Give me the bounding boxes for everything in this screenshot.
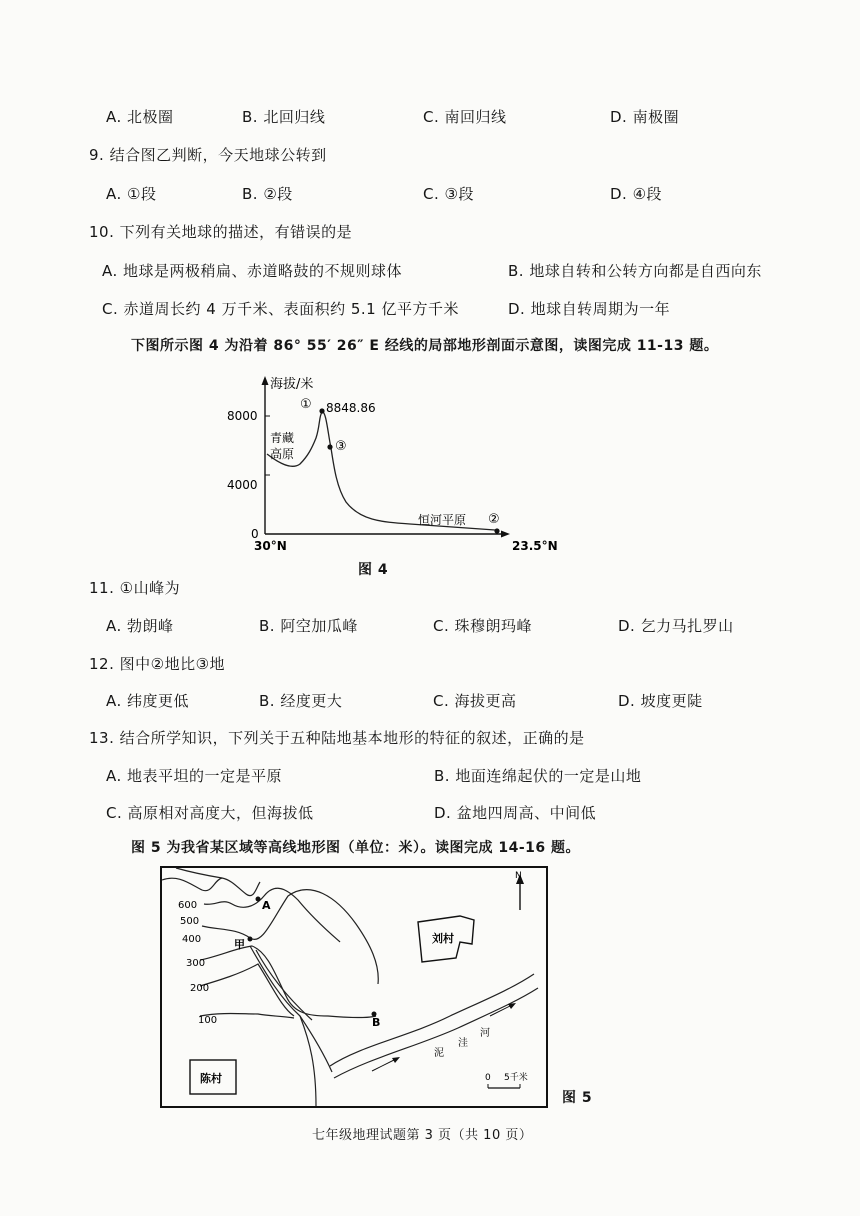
q13-option-a: A. 地表平坦的一定是平原 xyxy=(106,767,283,785)
q8-option-d: D. 南极圈 xyxy=(610,108,680,126)
x-label-left: 30°N xyxy=(254,539,287,553)
river-label-3: 河 xyxy=(480,1028,490,1039)
figure-5-contour-map xyxy=(160,866,550,1110)
peak-point xyxy=(319,408,324,413)
river-bank-upper xyxy=(330,974,534,1066)
q9-option-c: C. ③段 xyxy=(423,185,474,203)
point-a xyxy=(256,897,261,902)
q8-option-c: C. 南回归线 xyxy=(423,108,507,126)
contour-label-600: 600 xyxy=(178,900,198,911)
q13-option-c: C. 高原相对高度大，但海拔低 xyxy=(106,804,314,822)
contour-label-300: 300 xyxy=(186,958,206,969)
y-tick-8000: 8000 xyxy=(227,409,258,423)
plain-label: 恒河平原 xyxy=(418,513,467,527)
point-a-label: A xyxy=(262,899,271,912)
q9-stem: 9. 结合图乙判断，今天地球公转到 xyxy=(89,146,327,164)
y-tick-4000: 4000 xyxy=(227,478,258,492)
point-b-label: B xyxy=(372,1016,381,1029)
contour-label-400: 400 xyxy=(182,934,202,945)
q13-option-b: B. 地面连绵起伏的一定是山地 xyxy=(434,767,642,785)
tributary-branch xyxy=(300,1016,316,1106)
x-label-right: 23.5°N xyxy=(512,539,558,553)
q10-stem: 10. 下列有关地球的描述，有错误的是 xyxy=(89,223,353,241)
q12-option-d: D. 坡度更陡 xyxy=(618,692,703,710)
tributary xyxy=(250,946,332,1072)
q8-option-a: A. 北极圈 xyxy=(106,108,174,126)
tributary-2 xyxy=(256,950,312,1020)
contour-300 xyxy=(200,946,376,1018)
q11-stem: 11. ①山峰为 xyxy=(89,579,181,597)
q12-option-a: A. 纬度更低 xyxy=(106,692,190,710)
point-2 xyxy=(494,528,499,533)
marker-3: ③ xyxy=(335,439,347,454)
q10-option-a: A. 地球是两极稍扁、赤道略鼓的不规则球体 xyxy=(102,262,403,280)
plateau-label-line2: 高原 xyxy=(270,447,295,461)
q8-option-b: B. 北回归线 xyxy=(242,108,326,126)
q10-option-d: D. 地球自转周期为一年 xyxy=(508,300,671,318)
q12-option-c: C. 海拔更高 xyxy=(433,692,517,710)
q9-option-d: D. ④段 xyxy=(610,185,663,203)
village-chen-label: 陈村 xyxy=(200,1072,222,1085)
marker-2: ② xyxy=(488,512,500,527)
q10-option-c: C. 赤道周长约 4 万千米、表面积约 5.1 亿平方千米 xyxy=(102,300,459,318)
q9-option-a: A. ①段 xyxy=(106,185,157,203)
river-label-1: 泥 xyxy=(434,1048,444,1059)
marker-1: ① xyxy=(300,397,312,412)
contour-inner xyxy=(176,868,222,878)
y-tick-0: 0 xyxy=(251,527,259,541)
q11-option-b: B. 阿空加瓜峰 xyxy=(259,617,358,635)
figure-4-profile-chart xyxy=(227,368,580,580)
plateau-label-line1: 青藏 xyxy=(270,431,295,445)
point-jia xyxy=(248,937,253,942)
q9-option-b: B. ②段 xyxy=(242,185,293,203)
figure-4-caption: 图 4 xyxy=(358,562,389,578)
contour-400 xyxy=(202,890,378,984)
q12-stem: 12. 图中②地比③地 xyxy=(89,655,226,673)
scale-unit: 5千米 xyxy=(504,1073,528,1083)
q12-option-b: B. 经度更大 xyxy=(259,692,343,710)
q10-option-b: B. 地球自转和公转方向都是自西向东 xyxy=(508,262,762,280)
contour-600 xyxy=(162,878,260,896)
north-label: N xyxy=(515,871,522,881)
contour-label-500: 500 xyxy=(180,916,200,927)
q11-option-a: A. 勃朗峰 xyxy=(106,617,174,635)
q11-option-c: C. 珠穆朗玛峰 xyxy=(433,617,533,635)
q13-option-d: D. 盆地四周高、中间低 xyxy=(434,804,597,822)
page-footer: 七年级地理试题第 3 页（共 10 页） xyxy=(312,1128,533,1143)
peak-elevation-label: 8848.86 xyxy=(326,401,376,415)
contour-label-200: 200 xyxy=(190,983,210,994)
contour-label-100: 100 xyxy=(198,1015,218,1026)
river-label-2: 洼 xyxy=(458,1038,468,1049)
figure-5-caption: 图 5 xyxy=(562,1090,593,1106)
village-liu-label: 刘村 xyxy=(432,932,454,945)
point-3 xyxy=(327,444,332,449)
point-jia-label: 甲 xyxy=(234,938,245,951)
y-axis-label: 海拔/米 xyxy=(270,377,314,392)
q13-stem: 13. 结合所学知识，下列关于五种陆地基本地形的特征的叙述，正确的是 xyxy=(89,729,585,747)
figure-4-intro: 下图所示图 4 为沿着 86° 55′ 26″ E 经线的局部地形剖面示意图，读图完成 11-13 题。 xyxy=(131,338,719,354)
contour-200 xyxy=(200,964,294,1016)
q11-option-d: D. 乞力马扎罗山 xyxy=(618,617,734,635)
river-bank-lower xyxy=(334,988,538,1078)
figure-5-intro: 图 5 为我省某区域等高线地形图（单位：米）。读图完成 14-16 题。 xyxy=(131,840,581,856)
scale-zero: 0 xyxy=(485,1073,491,1083)
contour-500 xyxy=(204,888,340,942)
